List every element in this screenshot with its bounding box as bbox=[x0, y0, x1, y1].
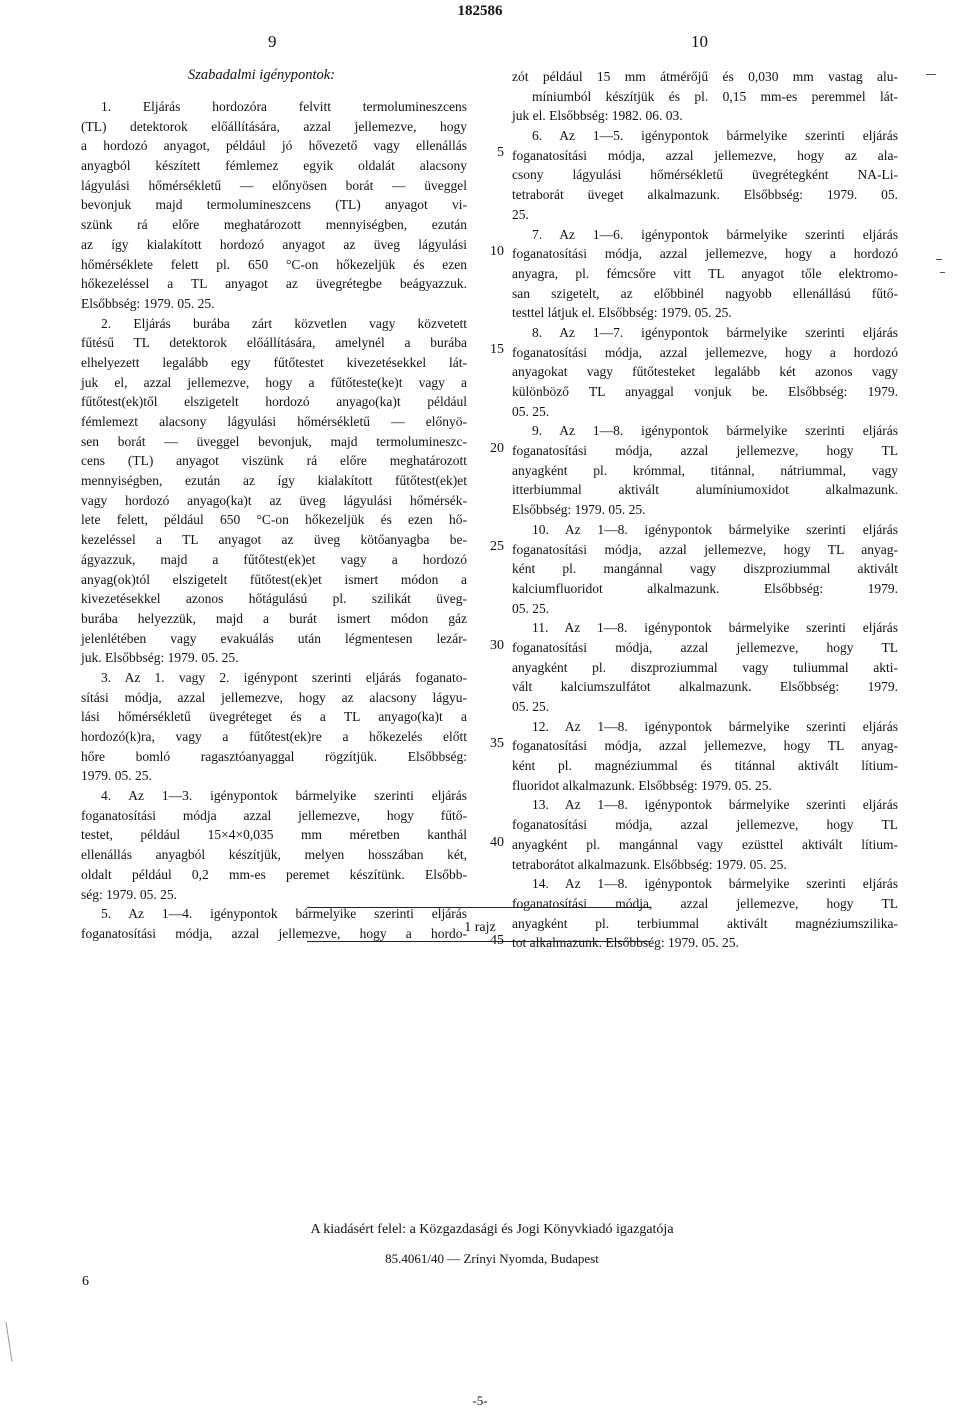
claim-text-line: hőmérséklete felett pl. 650 °C-on hőkezeljük és ezen bbox=[81, 256, 467, 272]
claim-text-line: foganatosítási módja, azzal jellemezve, hogy a hordozó bbox=[512, 246, 898, 262]
line-number: 25 bbox=[490, 539, 504, 554]
line-number: 20 bbox=[490, 440, 504, 456]
claim-text-line: 14. Az 1—8. igénypontok bármelyike szerinti eljárás bbox=[532, 876, 898, 892]
claim-text-line: (TL) detektorok előállítására, azzal jellemezve, hogy bbox=[81, 118, 467, 134]
claim-text-line: san szigetelt, az előbbinél nagyobb ellenállású fűtő- bbox=[512, 285, 898, 301]
claim-text-line: elhelyezett legalább egy fűtőtestet kivezetésekkel lát- bbox=[81, 354, 467, 370]
claim-text-line: Elsőbbség: 1979. 05. 25. bbox=[512, 502, 646, 518]
claim-text-line: foganatosítási módja, azzal jellemezve, hogy TL anyag- bbox=[512, 738, 898, 754]
claim-text-line: 1979. 05. 25. bbox=[81, 768, 152, 784]
claim-text-line: foganatosítási módja, azzal jellemezve, hogy TL bbox=[512, 895, 898, 911]
claim-text-line: juk el, azzal jellemezve, hogy a fűtőteste(ke)t vagy a bbox=[81, 374, 467, 390]
claim-text-line: anyagokat vagy fűtőtesteket legalább két azonos vagy bbox=[512, 364, 898, 380]
claim-text-line: hordozó(k)ra, vagy a fűtőtest(ek)re a hőkezelés előtt bbox=[81, 729, 467, 744]
line-number: 10 bbox=[490, 243, 504, 259]
claim-text-line: juk el. Elsőbbség: 1982. 06. 03. bbox=[512, 108, 683, 124]
claim-text-line: 11. Az 1—8. igénypontok bármelyike szerinti eljárás bbox=[532, 620, 898, 636]
claims-heading: Szabadalmi igénypontok: bbox=[188, 67, 335, 83]
line-number-gutter bbox=[480, 145, 504, 1025]
claim-text-line: itterbiummal aktivált alumíniumoxidot alkalmazunk. bbox=[512, 482, 898, 498]
claim-text-line: 3. Az 1. vagy 2. igénypont szerinti eljárás foganato- bbox=[101, 669, 467, 685]
claim-text-line: foganatosítási módja, azzal jellemezve, hogy az ala- bbox=[512, 147, 898, 163]
claim-text-line: szünk rá előre meghatározott mennyiségben, ezután bbox=[81, 217, 467, 233]
claim-text-line: foganatosítási módja, azzal jellemezve, hogy a hordozó bbox=[512, 344, 898, 360]
patent-number: 182586 bbox=[457, 3, 503, 19]
claim-text-line: 12. Az 1—8. igénypontok bármelyike szerinti eljárás bbox=[532, 718, 898, 734]
claim-text-line: jelenlétében vagy evakuálás után légmentesen lezár- bbox=[81, 630, 467, 646]
claim-text-line: 5. Az 1—4. igénypontok bármelyike szerinti eljárás bbox=[101, 906, 467, 922]
margin-mark bbox=[940, 272, 945, 273]
claim-text-line: tot alkalmazunk. Elsőbbség: 1979. 05. 25. bbox=[512, 935, 739, 951]
claim-text-line: csony lágyulási hőmérsékletű üvegrétegként NA-Li- bbox=[512, 167, 898, 183]
claim-text-line: kivezetésekkel azonos hőtágulású pl. szilikát üveg- bbox=[81, 591, 467, 607]
claim-text-line: hőkezeléssel a TL anyagot az üvegrétegbe beágyazzuk. bbox=[81, 276, 467, 292]
margin-mark bbox=[926, 74, 936, 75]
claim-text-line: míniumból készítjük és pl. 0,15 mm-es peremmel lát- bbox=[532, 88, 898, 104]
claim-text-line: 05. 25. bbox=[512, 600, 550, 616]
claim-text-line: vált kalciumszulfátot alkalmazunk. Elsőbbség: 1979. bbox=[512, 679, 898, 695]
margin-mark bbox=[936, 259, 942, 260]
claim-text-line: fűtésű TL detektorok előállítására, amelynél a burába bbox=[81, 335, 467, 351]
printer-line: 85.4061/40 — Zrínyi Nyomda, Budapest bbox=[385, 1251, 599, 1266]
separator-rule bbox=[307, 941, 651, 942]
claim-text-line: 13. Az 1—8. igénypontok bármelyike szerinti eljárás bbox=[532, 797, 898, 813]
claim-text-line: 10. Az 1—8. igénypontok bármelyike szerinti eljárás bbox=[532, 521, 898, 537]
claim-text-line: kezeléssel a TL anyagot az üveg kötőanyagba be- bbox=[81, 532, 467, 548]
claim-text-line: foganatosítási módja azzal jellemezve, hogy fűtő- bbox=[81, 807, 467, 823]
claim-text-line: foganatosítási módja, azzal jellemezve, hogy TL bbox=[512, 817, 898, 833]
claim-text-line: ként pl. mangánnal vagy diszproziummal aktivált bbox=[512, 561, 898, 577]
claim-text-line: foganatosítási módja, azzal jellemezve, hogy TL anyag- bbox=[512, 541, 898, 557]
line-number: 35 bbox=[490, 736, 504, 751]
claim-text-line: juk. Elsőbbség: 1979. 05. 25. bbox=[81, 650, 239, 666]
publisher-line: A kiadásért felel: a Közgazdasági és Jogi Könyvkiadó igazgatója bbox=[310, 1222, 674, 1237]
claim-text-line: különböző TL anyaggal vonjuk be. Elsőbbség: 1979. bbox=[512, 384, 898, 399]
claim-text-line: sítási módja, azzal jellemezve, hogy az alacsony lágyu- bbox=[81, 689, 467, 705]
claims-left-column bbox=[81, 97, 467, 944]
claim-text-line: zót például 15 mm átmérőjű és 0,030 mm vastag alu- bbox=[512, 69, 898, 84]
claim-text-line: 05. 25. bbox=[512, 699, 550, 714]
claim-text-line: Elsőbbség: 1979. 05. 25. bbox=[81, 295, 215, 311]
claim-text-line: 25. bbox=[512, 206, 529, 222]
claim-text-line: lete felett, például 650 °C-on hőkezeljük és ezen hő- bbox=[81, 512, 467, 528]
claim-text-line: hőre bomló ragasztóanyaggal rögzítjük. Elsőbbség: bbox=[81, 748, 467, 764]
claim-text-line: foganatosítási módja, azzal jellemezve, hogy TL bbox=[512, 443, 898, 459]
claim-text-line: lási hőmérsékletű üvegréteget és a TL anyago(ka)t a bbox=[81, 709, 467, 725]
scan-artifact-mark bbox=[0, 1318, 20, 1368]
claim-text-line: 4. Az 1—3. igénypontok bármelyike szerinti eljárás bbox=[101, 788, 467, 804]
claim-text-line: anyagként pl. diszproziummal vagy tuliummal akti- bbox=[512, 659, 898, 675]
claim-text-line: tetraborátot alkalmazunk. Elsőbbség: 1979. 05. 25. bbox=[512, 856, 787, 872]
claim-text-line: az így kialakított hordozó anyagot az üveg lágyulási bbox=[81, 236, 467, 252]
page-number-right: 10 bbox=[691, 32, 708, 51]
claim-text-line: sen borát — üveggel bevonjuk, majd termolumineszc- bbox=[81, 433, 467, 449]
claim-text-line: anyagként pl. mangánnal vagy ezüsttel aktivált lítium- bbox=[512, 836, 898, 852]
claim-text-line: anyagból készített fémlemez egyik oldalát alacsony bbox=[81, 158, 467, 174]
claim-text-line: kalciumfluoridot alkalmazunk. Elsőbbség: 1979. bbox=[512, 580, 898, 596]
claim-text-line: testtel látjuk el. Elsőbbség: 1979. 05. 25. bbox=[512, 305, 732, 321]
claim-text-line: foganatosítási módja, azzal jellemezve, hogy a hordo- bbox=[81, 925, 467, 941]
line-number: 30 bbox=[490, 637, 504, 653]
claim-text-line: vagy hordozó anyago(ka)t az üveg lágyulási hőmérsék- bbox=[81, 492, 467, 508]
page-number-left: 9 bbox=[268, 32, 277, 51]
claim-text-line: 6. Az 1—5. igénypontok bármelyike szerinti eljárás bbox=[532, 128, 898, 144]
claim-text-line: anyagra, pl. fémcsőre vitt TL anyagot tőle elektromo- bbox=[512, 265, 898, 281]
claim-text-line: ként pl. magnéziummal és titánnal aktivált lítium- bbox=[512, 758, 898, 774]
separator-rule bbox=[307, 907, 651, 908]
claim-text-line: fluoridot alkalmazunk. Elsőbbség: 1979. 05. 25. bbox=[512, 777, 772, 793]
claim-text-line: 7. Az 1—6. igénypontok bármelyike szerinti eljárás bbox=[532, 226, 898, 242]
claim-text-line: fémlemezt alacsony lágyulási hőmérsékletű — előnyö- bbox=[81, 414, 467, 429]
claim-text-line: a hordozó anyagot, például jó hővezető vagy ellenállás bbox=[81, 138, 467, 154]
drawings-count: 1 rajz bbox=[464, 920, 496, 935]
claim-text-line: bevonjuk majd termolumineszcens (TL) anyagot vi- bbox=[81, 197, 467, 213]
claim-text-line: burába helyezzük, majd a burát ismert módon gáz bbox=[81, 610, 467, 626]
claim-text-line: fűtőtest(ek)től elszigetelt hordozó anyago(ka)t például bbox=[81, 394, 467, 410]
claim-text-line: ágyazzuk, majd a fűtőtest(ek)et vagy a hordozó bbox=[81, 551, 467, 567]
page-footer: -5- bbox=[472, 1393, 488, 1408]
line-number: 40 bbox=[490, 834, 504, 850]
claim-text-line: foganatosítási módja, azzal jellemezve, hogy TL bbox=[512, 639, 898, 655]
claim-text-line: cens (TL) anyagot viszünk rá előre meghatározott bbox=[81, 453, 467, 469]
claim-text-line: tetraborát üveget alkalmazunk. Elsőbbség: 1979. 05. bbox=[512, 187, 898, 203]
claim-text-line: 05. 25. bbox=[512, 403, 550, 419]
claim-text-line: 9. Az 1—8. igénypontok bármelyike szerinti eljárás bbox=[532, 423, 898, 439]
claim-text-line: 8. Az 1—7. igénypontok bármelyike szerinti eljárás bbox=[532, 324, 898, 340]
line-number: 15 bbox=[490, 342, 504, 357]
claim-text-line: anyagként pl. krómmal, titánnal, nátriummal, vagy bbox=[512, 462, 898, 478]
claim-text-line: testet, például 15×4×0,035 mm méretben kanthál bbox=[81, 827, 467, 843]
claim-text-line: 1. Eljárás hordozóra felvitt termolumineszcens bbox=[101, 99, 467, 114]
claim-text-line: ség: 1979. 05. 25. bbox=[81, 886, 177, 902]
claim-text-line: 2. Eljárás burába zárt közvetlen vagy közvetett bbox=[101, 315, 467, 331]
line-number: 45 bbox=[490, 933, 504, 948]
claim-text-line: oldalt például 0,2 mm-es peremet készítünk. Elsőbb- bbox=[81, 866, 467, 882]
line-number: 5 bbox=[497, 145, 504, 160]
claim-text-line: lágyulási hőmérsékletű — előnyösen borát — üveggel bbox=[81, 177, 467, 193]
claim-text-line: anyagként pl. terbiummal aktivált magnéziumszilika- bbox=[512, 915, 898, 931]
corner-number: 6 bbox=[82, 1274, 89, 1289]
claim-text-line: mennyiségben, ezután az így kialakított fűtőtest(ek)et bbox=[81, 473, 467, 489]
claim-text-line: ellenállás anyagból készítjük, melyen hosszában két, bbox=[81, 847, 467, 863]
claim-text-line: anyag(ok)tól elszigetelt fűtőtest(ek)et ismert módon a bbox=[81, 571, 467, 587]
claims-right-column bbox=[512, 67, 898, 953]
